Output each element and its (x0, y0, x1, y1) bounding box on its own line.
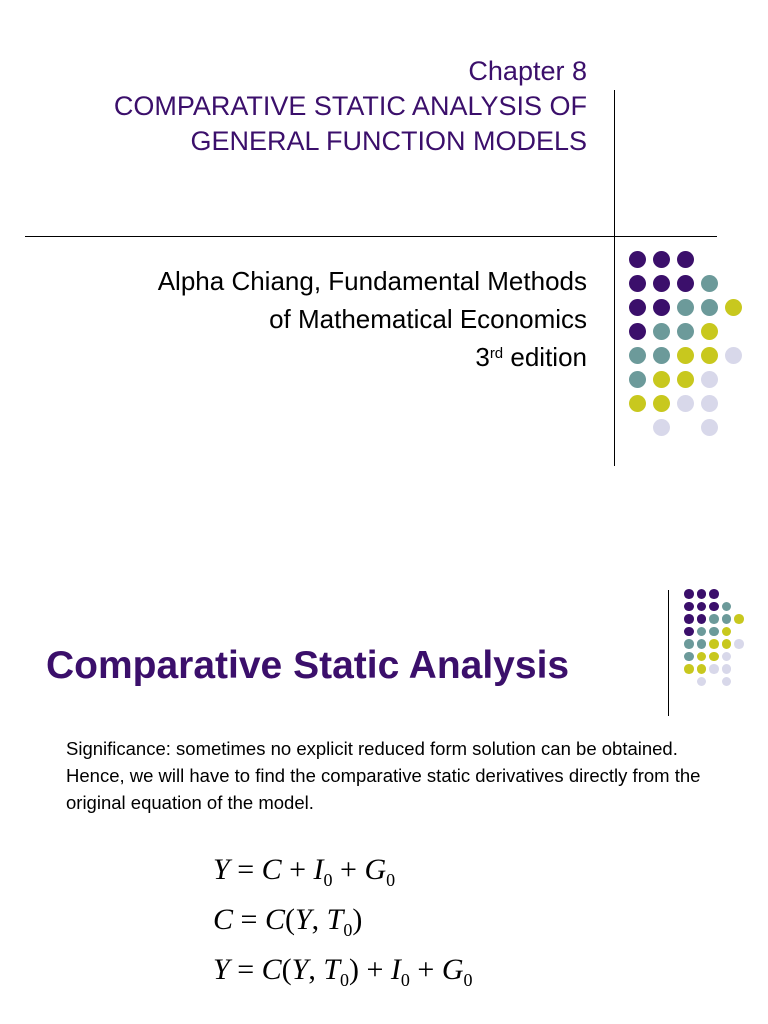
decorative-dot (722, 664, 732, 674)
edition-line: 3rd edition (475, 342, 587, 372)
decorative-dot (653, 371, 670, 388)
decorative-dot (653, 275, 670, 292)
decorative-dot (684, 602, 694, 612)
decorative-dot (709, 639, 719, 649)
decorative-dot (709, 614, 719, 624)
decorative-dot (701, 419, 718, 436)
decorative-dot (697, 652, 707, 662)
decorative-dot (697, 664, 707, 674)
decorative-dot (709, 627, 719, 637)
title-line-2: GENERAL FUNCTION MODELS (190, 126, 587, 156)
decorative-dot (684, 627, 694, 637)
author-line-2: of Mathematical Economics (269, 304, 587, 334)
decorative-dot (725, 299, 742, 316)
slide-subtitle (158, 262, 587, 376)
slide-2 (0, 512, 768, 1024)
decorative-dot (677, 275, 694, 292)
vertical-divider (668, 590, 669, 716)
horizontal-divider (25, 236, 717, 237)
decorative-dot (629, 323, 646, 340)
decorative-dot (701, 323, 718, 340)
decorative-dot (653, 395, 670, 412)
decorative-dot (653, 419, 670, 436)
decorative-dot (677, 323, 694, 340)
vertical-divider (614, 90, 615, 466)
decorative-dot (722, 602, 732, 612)
decorative-dot (629, 251, 646, 268)
decorative-dot (734, 639, 744, 649)
decorative-dot (653, 323, 670, 340)
decorative-dot (725, 347, 742, 364)
decorative-dot (709, 652, 719, 662)
decorative-dot (629, 299, 646, 316)
decorative-dot (697, 639, 707, 649)
decorative-dot (709, 602, 719, 612)
author-line-1: Alpha Chiang, Fundamental Methods (157, 266, 587, 296)
decorative-dot (653, 347, 670, 364)
decorative-dot (677, 299, 694, 316)
decorative-dot (701, 371, 718, 388)
decorative-dot (722, 627, 732, 637)
decorative-dot (677, 395, 694, 412)
decorative-dot (697, 627, 707, 637)
equation-3: Y = C(Y, $T_0) + I_0 + G_0$ (213, 953, 473, 990)
decorative-dot (701, 347, 718, 364)
chapter-label: Chapter 8 (468, 56, 587, 86)
decorative-dot (677, 347, 694, 364)
decorative-dot (722, 639, 732, 649)
decorative-dot (629, 371, 646, 388)
decorative-dot (684, 614, 694, 624)
decorative-dot (684, 652, 694, 662)
decorative-dot (629, 347, 646, 364)
slide-title (114, 54, 587, 159)
decorative-dot (709, 589, 719, 599)
title-line-1: COMPARATIVE STATIC ANALYSIS OF (113, 91, 587, 121)
decorative-dot (677, 371, 694, 388)
decorative-dot (701, 395, 718, 412)
decorative-dot (722, 652, 732, 662)
decorative-dot (701, 275, 718, 292)
decorative-dot (734, 614, 744, 624)
body-text: Significance: sometimes no explicit reduced form solution can be obtained. Hence, we will have to find the comparative static derivatives directly from the original equation of the model. (66, 738, 701, 813)
slide-title: Comparative Static Analysis (46, 644, 570, 687)
decorative-dot (677, 251, 694, 268)
decorative-dot (722, 677, 732, 687)
equation-1: $Y = C + I_0 + G_0$ (213, 853, 396, 890)
decorative-dot (722, 614, 732, 624)
decorative-dot (684, 664, 694, 674)
decorative-dot (697, 589, 707, 599)
decorative-dot (697, 614, 707, 624)
decorative-dot (709, 664, 719, 674)
decorative-dot (697, 677, 707, 687)
decorative-dot (653, 251, 670, 268)
equation-2: C = C(Y, $T_0$) (213, 903, 363, 940)
decorative-dot (684, 589, 694, 599)
decorative-dot (701, 299, 718, 316)
decorative-dot (684, 639, 694, 649)
decorative-dot (697, 602, 707, 612)
decorative-dot (629, 395, 646, 412)
decorative-dot (629, 275, 646, 292)
decorative-dot (653, 299, 670, 316)
